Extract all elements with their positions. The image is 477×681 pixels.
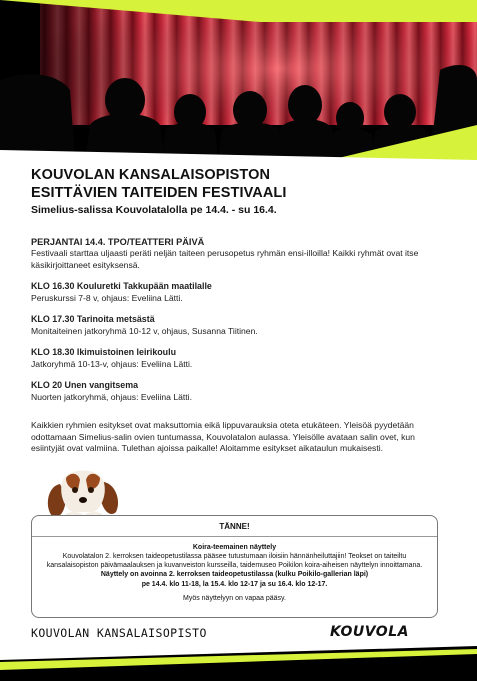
festival-title-block — [31, 166, 451, 218]
event-title: KLO 18.30 Ikimuistoinen leirikoulu — [31, 347, 176, 357]
day-heading: PERJANTAI 14.4. TPO/TEATTERI PÄIVÄ — [31, 237, 205, 247]
event-title: KLO 16.30 Kouluretki Takkupään maatilalle — [31, 281, 212, 291]
exhibition-heading: TÄNNE! — [219, 522, 250, 531]
event-item — [31, 281, 446, 304]
kouvola-logo: KOUVOLA — [330, 624, 409, 640]
kansalaisopisto-logo: KOUVOLAN KANSALAISOPISTO — [31, 626, 207, 640]
event-item — [31, 347, 446, 370]
title-line-2: ESITTÄVIEN TAITEIDEN FESTIVAALI — [31, 185, 287, 201]
header-photo — [0, 0, 477, 160]
bottom-decorative-band — [0, 640, 477, 681]
event-description: Jatkoryhmä 10-13-v, ohjaus: Eveliina Lätti. — [31, 358, 193, 369]
event-description: Monitaiteinen jatkoryhmä 10-12 v, ohjaus, Susanna Tiitinen. — [31, 325, 258, 336]
event-description: Nuorten jatkoryhmä, ohjaus: Eveliina Lätti. — [31, 391, 192, 402]
festival-subtitle: Simelius-salissa Kouvolatalolla pe 14.4. - su 16.4. — [31, 204, 277, 216]
divider — [32, 536, 437, 537]
event-item — [31, 314, 446, 337]
exhibition-location: Näyttely on avoinna 2. kerroksen taideopetustilassa (kulku Poikilo-gallerian läpi) — [100, 571, 369, 579]
program-section — [31, 236, 446, 455]
lime-accent-stripes — [0, 0, 477, 160]
event-title: KLO 17.30 Tarinoita metsästä — [31, 314, 155, 324]
exhibition-description: Kouvolatalon 2. kerroksen taideopetustilassa pääsee tutustumaan iloisiin hännänheiluttajiin! Teokset on taiteiltu kansalaisopiston päivämaalauksen ja kuvanveiston kursseilla, taidemuseo Poikilon koira-aiheisen näyttelyn innoittamana. — [46, 553, 423, 570]
attendance-notice: Kaikkien ryhmien esitykset ovat maksuttomia eikä lippuvarauksia oteta etukäteen. Yleisöä pyydetään odottamaan Simelius-salin ovien tuntumassa, Kouvolatalon aulassa. Yleisölle avataan salin ovet, kun esiintyjät ovat valmiina. Tulethan ajoissa paikalle! Aloitamme esitykset aikataulun mukaisesti. — [31, 420, 415, 454]
event-item — [31, 380, 446, 403]
event-description: Peruskurssi 7-8 v, ohjaus: Eveliina Lätti. — [31, 292, 183, 303]
title-line-1: KOUVOLAN KANSALAISOPISTON — [31, 167, 271, 183]
exhibition-info-box — [31, 515, 438, 618]
exhibition-title: Koira-teemainen näyttely — [192, 544, 277, 551]
exhibition-opening-hours: pe 14.4. klo 11-18, la 15.4. klo 12-17 ja su 16.4. klo 12-17. — [141, 580, 328, 588]
exhibition-free-entry: Myös näyttelyyn on vapaa pääsy. — [183, 594, 286, 602]
day-description: Festivaali starttaa uljaasti peräti neljän taiteen perusopetus ryhmän ensi-illoilla! Kaikki ryhmät ovat itse käsikirjoittaneet esityksensä. — [31, 248, 419, 270]
event-title: KLO 20 Unen vangitsema — [31, 380, 139, 390]
